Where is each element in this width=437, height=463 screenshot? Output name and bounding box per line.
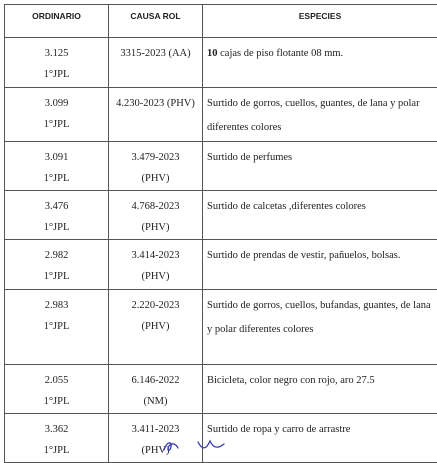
header-causa-rol: CAUSA ROL [109,5,203,38]
ordinario-number: 2.983 [6,291,107,316]
table-row [5,142,437,191]
especies-cell [203,142,437,191]
causa-rol-line2: (PHV) [110,440,201,461]
especies-cell [203,240,437,290]
juzgado-label: 1°JPL [6,266,107,287]
ordinario-number: 3.091 [6,143,107,168]
juzgado-label: 1°JPL [6,168,107,189]
causa-rol-line2: (PHV) [110,168,201,189]
causa-rol-cell [109,142,203,191]
causa-rol-line2: (NM) [110,391,201,412]
causa-rol-line1: 3.411-2023 [110,415,201,440]
especies-text: Bicicleta, color negro con rojo, aro 27.5 [207,366,436,393]
causa-rol-line2 [110,114,201,135]
juzgado-label: 1°JPL [6,440,107,461]
ordinario-cell [5,240,109,290]
especies-cell [203,290,437,365]
table-row [5,365,437,414]
juzgado-label: 1°JPL [6,316,107,337]
causa-rol-line2 [110,64,201,85]
especies-text: cajas de piso flotante 08 mm. [220,48,343,59]
header-especies: ESPECIES [203,5,437,38]
causa-rol-line2: (PHV) [110,266,201,287]
causa-rol-line1: 4.230-2023 (PHV) [110,89,201,114]
juzgado-label: 1°JPL [6,217,107,238]
ordinario-number: 3.476 [6,192,107,217]
especies-cell [203,88,437,142]
causa-rol-line1: 3315-2023 (AA) [110,39,201,64]
ordinario-cell [5,365,109,414]
header-ordinario: ORDINARIO [5,5,109,38]
causa-rol-cell [109,365,203,414]
causa-rol-line1: 3.479-2023 [110,143,201,168]
ordinario-cell [5,414,109,463]
table-row [5,290,437,365]
ordinario-cell [5,142,109,191]
ordinario-cell [5,290,109,365]
especies-cell [203,414,437,463]
causa-rol-line2: (PHV) [110,217,201,238]
especies-text: Surtido de ropa y carro de arrastre [207,415,436,442]
ordinario-number: 2.982 [6,241,107,266]
table-row [5,191,437,240]
juzgado-label: 1°JPL [6,391,107,412]
ordinario-number: 3.099 [6,89,107,114]
especies-text: Surtido de gorros, cuellos, guantes, de lana y polar diferentes colores [207,89,436,140]
causa-rol-cell [109,191,203,240]
table-row [5,38,437,88]
ordinario-number: 3.362 [6,415,107,440]
causa-rol-line2: (PHV) [110,316,201,337]
signature-stroke [164,441,224,450]
especies-cell [203,365,437,414]
table-row [5,240,437,290]
especies-cell [203,191,437,240]
table-row [5,88,437,142]
causa-rol-cell [109,290,203,365]
causa-rol-cell [109,88,203,142]
header-row [5,5,437,38]
ordinario-number: 2.055 [6,366,107,391]
cantidad: 10 [207,48,218,59]
especies-text: Surtido de gorros, cuellos, bufandas, guantes, de lana y polar diferentes colores [207,291,436,342]
handwritten-signature [158,438,228,453]
juzgado-label: 1°JPL [6,64,107,85]
especies-text: Surtido de prendas de vestir, pañuelos, bolsas. [207,241,436,268]
especies-cell [203,38,437,88]
causa-rol-line1: 2.220-2023 [110,291,201,316]
causa-rol-line1: 3.414-2023 [110,241,201,266]
especies-text: Surtido de perfumes [207,143,436,170]
ordinario-cell [5,38,109,88]
ordinario-cell [5,191,109,240]
causa-rol-line1: 6.146-2022 [110,366,201,391]
especies-table [4,4,437,463]
causa-rol-cell [109,38,203,88]
juzgado-label: 1°JPL [6,114,107,135]
causa-rol-line1: 4.768-2023 [110,192,201,217]
causa-rol-cell [109,240,203,290]
ordinario-cell [5,88,109,142]
especies-text: Surtido de calcetas ,diferentes colores [207,192,436,219]
ordinario-number: 3.125 [6,39,107,64]
